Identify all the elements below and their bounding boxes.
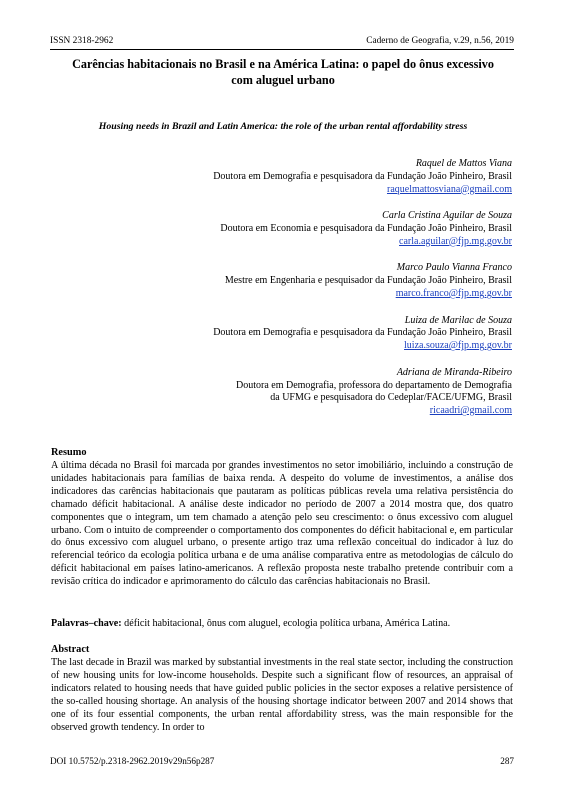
abstract-heading: Abstract — [51, 644, 90, 655]
author-name: Marco Paulo Vianna Franco — [396, 262, 512, 274]
author-email-link[interactable]: ricaadri@gmail.com — [429, 405, 512, 417]
keywords-text: déficit habitacional, ônus com aluguel, ecologia política urbana, América Latina. — [121, 618, 451, 629]
page-number: 287 — [500, 756, 514, 766]
author-affiliation: Doutora em Demografia e pesquisadora da Fundação João Pinheiro, Brasil — [213, 327, 512, 339]
author-name: Adriana de Miranda-Ribeiro — [396, 366, 512, 378]
keywords-label: Palavras–chave: — [51, 618, 122, 629]
author-block — [213, 262, 512, 300]
resumo-text: A última década no Brasil foi marcada por grandes investimentos no setor imobiliário, incluindo a construção de unidades habitacionais para famílias de baixa renda. A despeito do volume de investimentos, a análise dos indicadores das carências habitacionais que pautaram as políticas públicas revela uma relativa persistência do chamado déficit habitacional. A análise deste indicador no período de 2007 a 2014 mostra que, dos quatro componentes que o integram, um tem chamado a atenção pelo seu crescimento: o ônus excessivo com aluguel urbano. Com o intuito de compreender o comportamento dos componentes do déficit habitacional e, em particular do ônus excessivo com aluguel urbano, o presente artigo traz uma reflexão conceitual do indicador à luz do referencial teórico da ecologia política urbana e de uma análise comparativa entre as metodologias de cálculo do déficit habitacional em países latino-americanos. A reflexão proposta neste trabalho pretende contribuir com a revisão crítica do indicador e aprimoramento do cálculo das carências habitacionais no Brasil. — [51, 460, 513, 588]
journal-citation: Caderno de Geografia, v.29, n.56, 2019 — [366, 36, 514, 46]
issn: ISSN 2318-2962 — [50, 36, 114, 46]
author-email-link[interactable]: raquelmattosviana@gmail.com — [386, 183, 512, 195]
author-name: Raquel de Mattos Viana — [415, 158, 512, 169]
author-block — [213, 315, 512, 353]
author-name: Carla Cristina Aguilar de Souza — [382, 210, 512, 222]
page-header — [50, 36, 514, 46]
doi: DOI 10.5752/p.2318-2962.2019v29n56p287 — [50, 756, 215, 766]
author-list — [213, 158, 512, 432]
keywords-line — [51, 618, 513, 629]
abstract-text: The last decade in Brazil was marked by substantial investments in the real state sector, including the construction of new housing units for low-income households. Despite such a significant flow of resources, an appraisal of indicators related to housing needs that have guided public policies in the sector exposes a relative persistence of the so-called housing shortage. An analysis of the housing shortage indicator between 2007 and 2014 shows that one of its four essential components, the urban rental affordability stress, was the main responsible for the observed growth tendency. In order to — [51, 657, 513, 733]
resumo-heading: Resumo — [51, 447, 87, 458]
author-affiliation: Doutora em Demografia e pesquisadora da Fundação João Pinheiro, Brasil — [213, 170, 512, 182]
author-block — [213, 210, 512, 248]
page-footer — [50, 756, 514, 766]
article-title: Carências habitacionais no Brasil e na América Latina: o papel do ônus excessivo com aluguel urbano — [72, 57, 494, 87]
author-affiliation: da UFMG e pesquisadora do Cedeplar/FACE/UFMG, Brasil — [270, 392, 512, 404]
english-title: Housing needs in Brazil and Latin America: the role of the urban rental affordability stress — [98, 121, 468, 132]
header-rule — [50, 49, 514, 50]
author-block — [213, 158, 512, 196]
author-affiliation: Doutora em Economia e pesquisadora da Fundação João Pinheiro, Brasil — [220, 222, 512, 234]
author-email-link[interactable]: carla.aguilar@fjp.mg.gov.br — [399, 235, 512, 247]
author-affiliation: Doutora em Demografia, professora do departamento de Demografia — [235, 379, 512, 391]
author-affiliation: Mestre em Engenharia e pesquisador da Fundação João Pinheiro, Brasil — [224, 275, 512, 287]
author-email-link[interactable]: marco.franco@fjp.mg.gov.br — [395, 287, 512, 299]
author-name: Luiza de Marilac de Souza — [404, 314, 512, 326]
author-block — [213, 367, 512, 418]
author-email-link[interactable]: luiza.souza@fjp.mg.gov.br — [404, 340, 512, 352]
